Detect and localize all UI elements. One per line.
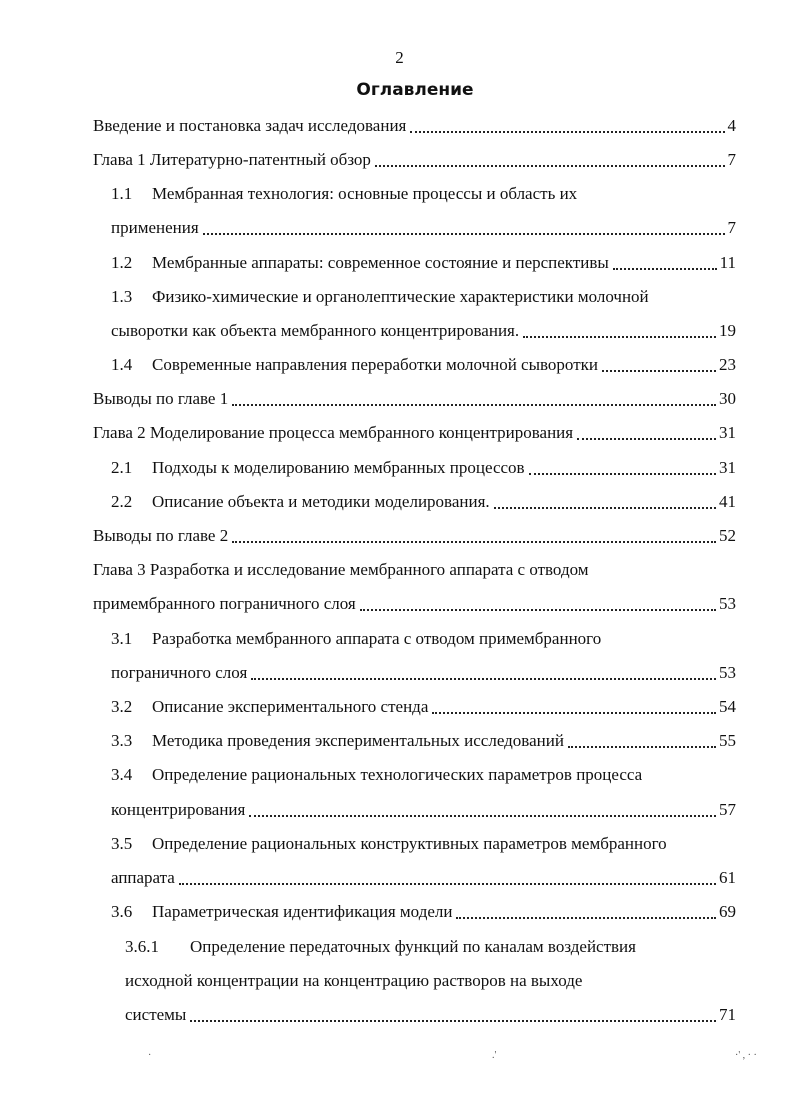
toc-entry-page: 7 <box>727 150 736 169</box>
toc-leader-dots <box>251 678 716 680</box>
toc-entry-text: Введение и постановка задач исследования <box>93 116 407 135</box>
toc-entry-text: Методика проведения экспериментальных исследований <box>152 731 564 750</box>
toc-entry-text: Определение рациональных конструктивных параметров мембранного <box>152 834 667 853</box>
toc-entry-text: исходной концентрации на концентрацию растворов на выходе <box>125 971 583 990</box>
toc-entry-text: Разработка мембранного аппарата с отводом примембранного <box>152 629 602 648</box>
toc-entry <box>0 659 799 687</box>
toc-entry <box>0 385 799 413</box>
toc-entry-number: 1.2 <box>111 253 133 272</box>
toc-entry <box>0 488 799 516</box>
toc-entry-text: Определение рациональных технологических параметров процесса <box>152 765 643 784</box>
toc-entry-page: 53 <box>719 663 736 682</box>
toc-entry-page: 71 <box>719 1005 736 1024</box>
toc-entry-number: 1.4 <box>111 355 133 374</box>
toc-entry-text: Современные направления переработки молочной сыворотки <box>152 355 598 374</box>
toc-leader-dots <box>232 541 716 543</box>
toc-entry <box>0 146 799 174</box>
toc-entry-number: 2.2 <box>111 492 133 511</box>
toc-title: Оглавление <box>356 80 474 100</box>
toc-entry-text: применения <box>111 218 199 237</box>
toc-entry-text: Мембранные аппараты: современное состояние и перспективы <box>152 253 609 272</box>
toc-entry <box>0 830 799 858</box>
toc-entry-number: 3.4 <box>111 765 133 784</box>
toc-entry-text: Параметрическая идентификация модели <box>152 902 453 921</box>
toc-leader-dots <box>577 438 716 440</box>
toc-entry <box>0 317 799 345</box>
scan-speck: · <box>148 1050 152 1061</box>
toc-entry <box>0 864 799 892</box>
toc-entry <box>0 590 799 618</box>
toc-entry <box>0 351 799 379</box>
toc-leader-dots <box>494 507 716 509</box>
toc-entry <box>0 522 799 550</box>
toc-entry-page: 31 <box>719 423 736 442</box>
toc-entry <box>0 556 799 584</box>
toc-entry-text: пограничного слоя <box>111 663 248 682</box>
toc-entry-text: Подходы к моделированию мембранных процессов <box>152 458 525 477</box>
toc-entry-number: 3.3 <box>111 731 133 750</box>
toc-entry-page: 41 <box>719 492 736 511</box>
toc-entry-page: 11 <box>719 253 736 272</box>
toc-leader-dots <box>179 883 716 885</box>
toc-entry-page: 55 <box>719 731 736 750</box>
toc-leader-dots <box>529 473 716 475</box>
toc-leader-dots <box>375 165 725 167</box>
toc-leader-dots <box>602 370 716 372</box>
toc-entry <box>0 727 799 755</box>
toc-entry-text: аппарата <box>111 868 175 887</box>
toc-entry-number: 1.3 <box>111 287 133 306</box>
toc-entry <box>0 214 799 242</box>
toc-entry <box>0 693 799 721</box>
toc-entry-number: 1.1 <box>111 184 133 203</box>
toc-leader-dots <box>568 746 716 748</box>
toc-leader-dots <box>613 268 717 270</box>
toc-entry-text: Глава 3 Разработка и исследование мембранного аппарата с отводом <box>93 560 589 579</box>
toc-entry <box>0 625 799 653</box>
toc-entry <box>0 419 799 447</box>
toc-leader-dots <box>456 917 716 919</box>
toc-leader-dots <box>360 609 716 611</box>
toc-entry-page: 7 <box>727 218 736 237</box>
toc-entry-text: Описание объекта и методики моделирования. <box>152 492 490 511</box>
scan-speck: ·' , · · <box>735 1050 757 1061</box>
toc-entry <box>0 112 799 140</box>
toc-entry-page: 69 <box>719 902 736 921</box>
toc-entry-text: Определение передаточных функций по каналам воздействия <box>190 937 636 956</box>
toc-entry-text: системы <box>125 1005 187 1024</box>
page-number: 2 <box>395 48 404 67</box>
toc-entry-page: 54 <box>719 697 736 716</box>
toc-entry-number: 3.6 <box>111 902 133 921</box>
toc-leader-dots <box>432 712 716 714</box>
toc-leader-dots <box>190 1020 716 1022</box>
toc-entry-number: 3.1 <box>111 629 133 648</box>
toc-entry-page: 52 <box>719 526 736 545</box>
toc-entry-text: Выводы по главе 1 <box>93 389 229 408</box>
toc-entry-text: Физико-химические и органолептические характеристики молочной <box>152 287 649 306</box>
toc-entry-page: 19 <box>719 321 736 340</box>
toc-entry-number: 3.6.1 <box>125 937 159 956</box>
toc-entry-text: сыворотки как объекта мембранного концентрирования. <box>111 321 520 340</box>
toc-entry-page: 23 <box>719 355 736 374</box>
toc-entry <box>0 454 799 482</box>
toc-entry-number: 3.2 <box>111 697 133 716</box>
toc-entry-page: 31 <box>719 458 736 477</box>
scan-speck: .' <box>492 1050 497 1061</box>
toc-entry <box>0 933 799 961</box>
toc-entry-page: 57 <box>719 800 736 819</box>
toc-entry-text: примембранного пограничного слоя <box>93 594 356 613</box>
toc-entry-page: 4 <box>727 116 736 135</box>
toc-entry-text: Описание экспериментального стенда <box>152 697 429 716</box>
toc-entry <box>0 249 799 277</box>
toc-leader-dots <box>410 131 724 133</box>
toc-entry-page: 30 <box>719 389 736 408</box>
toc-entry <box>0 796 799 824</box>
toc-entry <box>0 898 799 926</box>
toc-leader-dots <box>249 815 716 817</box>
toc-entry-page: 61 <box>719 868 736 887</box>
toc-entry <box>0 180 799 208</box>
toc-entry-number: 3.5 <box>111 834 133 853</box>
toc-entry-text: Глава 2 Моделирование процесса мембранного концентрирования <box>93 423 574 442</box>
toc-entry-number: 2.1 <box>111 458 133 477</box>
toc-leader-dots <box>203 233 725 235</box>
toc-entry-page: 53 <box>719 594 736 613</box>
toc-entry-text: Выводы по главе 2 <box>93 526 229 545</box>
toc-entry-text: Глава 1 Литературно-патентный обзор <box>93 150 371 169</box>
toc-entry-text: Мембранная технология: основные процессы и область их <box>152 184 578 203</box>
toc-entry <box>0 967 799 995</box>
toc-entry-text: концентрирования <box>111 800 246 819</box>
toc-leader-dots <box>523 336 716 338</box>
toc-leader-dots <box>232 404 716 406</box>
toc-entry <box>0 283 799 311</box>
toc-entry <box>0 1001 799 1029</box>
toc-entry <box>0 761 799 789</box>
